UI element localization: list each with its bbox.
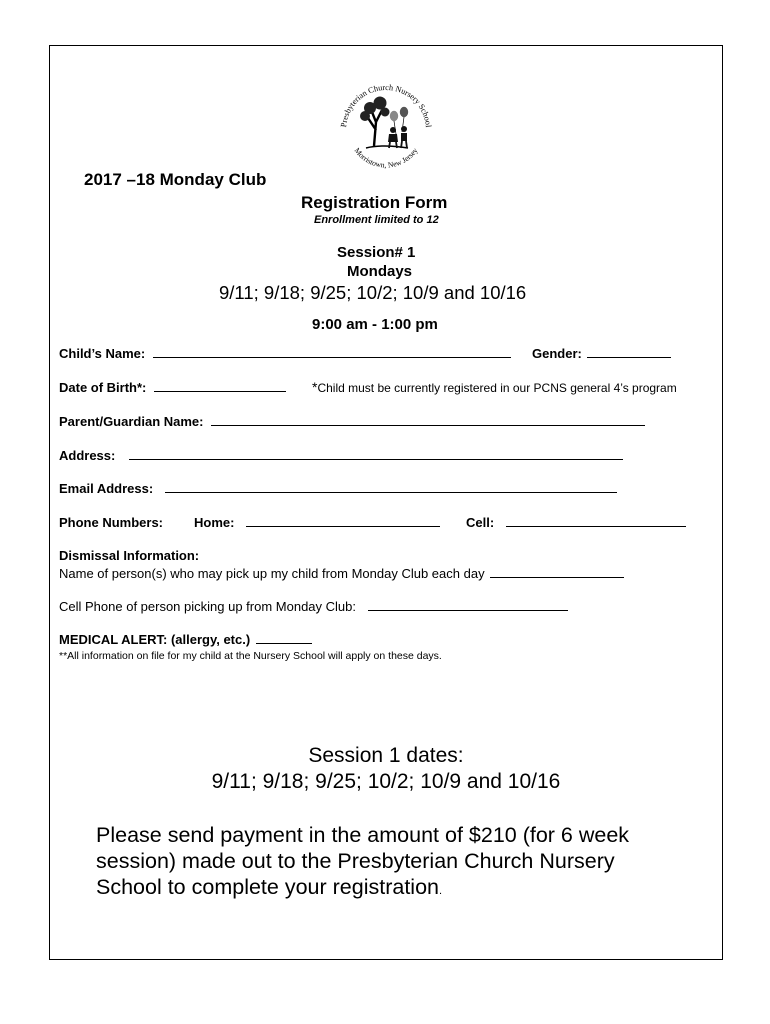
dob-note-text: Child must be currently registered in our PCNS general 4’s program: [317, 381, 677, 395]
dob-note-asterisk: *: [312, 379, 318, 395]
pickup-field[interactable]: [59, 566, 624, 581]
gender-label: Gender:: [532, 346, 582, 361]
session-dates-header: 9/11; 9/18; 9/25; 10/2; 10/9 and 10/16: [219, 282, 527, 303]
payment-instructions: [96, 822, 629, 904]
session-dates-list: 9/11; 9/18; 9/25; 10/2; 10/9 and 10/16: [211, 770, 561, 793]
logo-arc-top-text: Presbyterian Church Nursery School: [339, 82, 433, 128]
parent-label: Parent/Guardian Name:: [59, 414, 204, 429]
child-name-label: Child’s Name:: [59, 346, 146, 361]
child-name-line[interactable]: [153, 356, 511, 358]
payment-line-2: session) made out to the Presbyterian Church Nursery: [96, 849, 615, 873]
home-phone-line[interactable]: [246, 525, 440, 527]
address-label: Address:: [59, 448, 116, 463]
cell-phone-line[interactable]: [506, 525, 686, 527]
pickup-label: Name of person(s) who may pick up my child from Monday Club each day: [59, 566, 485, 581]
svg-text:Presbyterian Church Nursery Sc: [339, 83, 433, 128]
dob-label: Date of Birth*:: [59, 380, 147, 395]
cell-phone-label: Cell:: [466, 515, 495, 530]
dob-note: [312, 379, 677, 395]
cell-phone-field[interactable]: [466, 515, 686, 530]
parent-field[interactable]: [59, 414, 645, 429]
enrollment-limit: Enrollment limited to 12: [314, 214, 439, 226]
payment-line-1: Please send payment in the amount of $210 (for 6 week: [96, 823, 630, 847]
svg-text:Morristown, New Jersey: [352, 146, 419, 169]
medical-alert-field[interactable]: [59, 632, 312, 647]
phone-label: Phone Numbers:: [59, 515, 164, 530]
home-phone-label: Home:: [194, 515, 235, 530]
dismissal-title: Dismissal Information:: [59, 548, 200, 563]
children-icon: [388, 126, 407, 148]
payment-line-3: School to complete your registration: [96, 875, 439, 899]
program-title: 2017 –18 Monday Club: [84, 170, 267, 189]
dob-field[interactable]: [59, 380, 286, 395]
pickup-line[interactable]: [490, 576, 624, 578]
address-field[interactable]: [59, 448, 623, 463]
pickup-cell-label: Cell Phone of person picking up from Monday Club:: [59, 599, 356, 614]
gender-line[interactable]: [587, 356, 671, 358]
payment-period: .: [438, 885, 443, 897]
session-time: 9:00 am - 1:00 pm: [312, 316, 438, 333]
pickup-cell-line[interactable]: [368, 609, 568, 611]
logo-arc-bottom-text: Morristown, New Jersey: [352, 146, 420, 170]
parent-line[interactable]: [211, 424, 645, 426]
payment-line-3-wrap: [96, 874, 629, 904]
medical-alert-label: MEDICAL ALERT: (allergy, etc.): [59, 632, 251, 647]
session-dates-title: Session 1 dates:: [308, 744, 464, 767]
medical-alert-line[interactable]: [256, 642, 312, 644]
tree-icon: [360, 97, 408, 149]
gender-field[interactable]: [532, 346, 671, 361]
address-line[interactable]: [129, 458, 623, 460]
session-day: Mondays: [347, 263, 413, 280]
dob-line[interactable]: [154, 390, 286, 392]
pickup-cell-field[interactable]: [59, 599, 568, 614]
child-name-field[interactable]: [59, 346, 511, 361]
medical-note: **All information on file for my child at the Nursery School will apply on these days.: [59, 650, 442, 662]
email-field[interactable]: [59, 481, 617, 496]
email-line[interactable]: [165, 491, 617, 493]
nursery-school-logo: [332, 72, 440, 180]
form-title: Registration Form: [301, 193, 448, 212]
session-number: Session# 1: [337, 244, 416, 261]
home-phone-field[interactable]: [194, 515, 440, 530]
email-label: Email Address:: [59, 481, 154, 496]
